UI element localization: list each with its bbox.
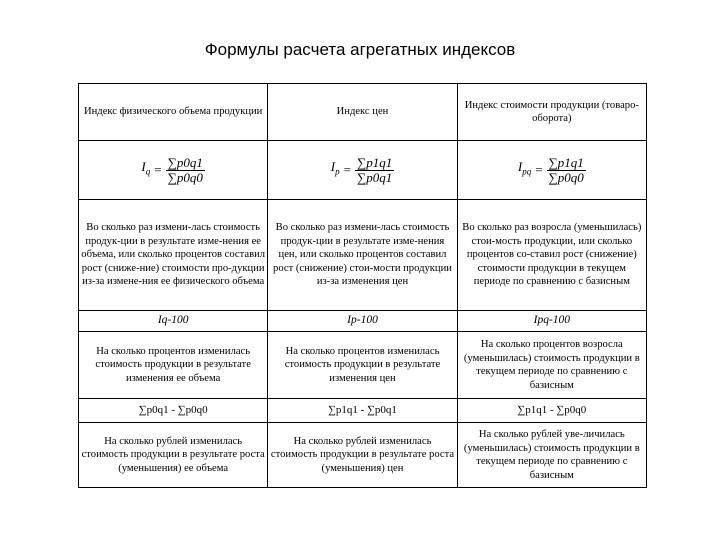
table-row — [79, 200, 647, 311]
header-physical-volume: Индекс физического объема продукции — [79, 84, 268, 141]
description-times-price: Во сколько раз измени-лась стоимость продук-ции в результате изме-нения цен, или сколько процентов составил рост (снижение) стои-мости продукции из-за изменения цен — [268, 200, 457, 311]
table-row — [79, 399, 647, 423]
description-percent-volume: На сколько процентов изменилась стоимость продукции в результате изменения ее объема — [79, 332, 268, 399]
formula-cell — [79, 141, 268, 200]
table-row — [79, 141, 647, 200]
table-row — [79, 332, 647, 399]
table-row — [79, 84, 647, 141]
percent-formula-price: Ip-100 — [268, 311, 457, 332]
difference-formula-price: ∑p1q1 - ∑p0q1 — [268, 399, 457, 423]
description-rubles-value: На сколько рублей уве-личилась (уменьшилась) стоимость продукции в текущем периоде по сравнению с базисным — [457, 423, 646, 488]
table-row — [79, 311, 647, 332]
percent-formula-volume: Iq-100 — [79, 311, 268, 332]
description-times-volume: Во сколько раз измени-лась стоимость продук-ции в результате изме-нения ее объема, или сколько процентов составил рост (сниже-ние) стоимости про-дукции из-за измене-ния ее физического объема — [79, 200, 268, 311]
header-value-index: Индекс стоимости продукции (товаро-оборота) — [457, 84, 646, 141]
indices-table — [78, 83, 647, 488]
difference-formula-value: ∑p1q1 - ∑p0q0 — [457, 399, 646, 423]
percent-formula-value: Ipq-100 — [457, 311, 646, 332]
description-rubles-volume: На сколько рублей изменилась стоимость продукции в результате роста (уменьшения) ее объема — [79, 423, 268, 488]
header-price-index: Индекс цен — [268, 84, 457, 141]
formula-cell — [268, 141, 457, 200]
difference-formula-volume: ∑p0q1 - ∑p0q0 — [79, 399, 268, 423]
formula-ipq: $I_{pq}$ = $\frac{\sum p1q1}{\sum p0q0}$ — [517, 155, 584, 185]
description-times-value: Во сколько раз возросла (уменьшилась) стои-мость продукции, или сколько процентов со-ставил рост (снижение) стоимости продукции в текущем периоде по сравнению с базисным — [457, 200, 646, 311]
description-rubles-price: На сколько рублей изменилась стоимость продукции в результате роста (уменьшения) цен — [268, 423, 457, 488]
description-percent-value: На сколько процентов возросла (уменьшилась) стоимость продукции в текущем периоде по сравнению с базисным — [457, 332, 646, 399]
table-row — [79, 423, 647, 488]
formula-ip: $I_p$ = $\frac{\sum p1q1}{\sum p0q1}$ — [330, 155, 393, 185]
page-title: Формулы расчета агрегатных индексов — [204, 40, 516, 59]
formula-iq: $I_q$ = $\frac{\sum p0q1}{\sum p0q0}$ — [141, 155, 203, 185]
formula-cell — [457, 141, 646, 200]
description-percent-price: На сколько процентов изменилась стоимость продукции в результате изменения цен — [268, 332, 457, 399]
